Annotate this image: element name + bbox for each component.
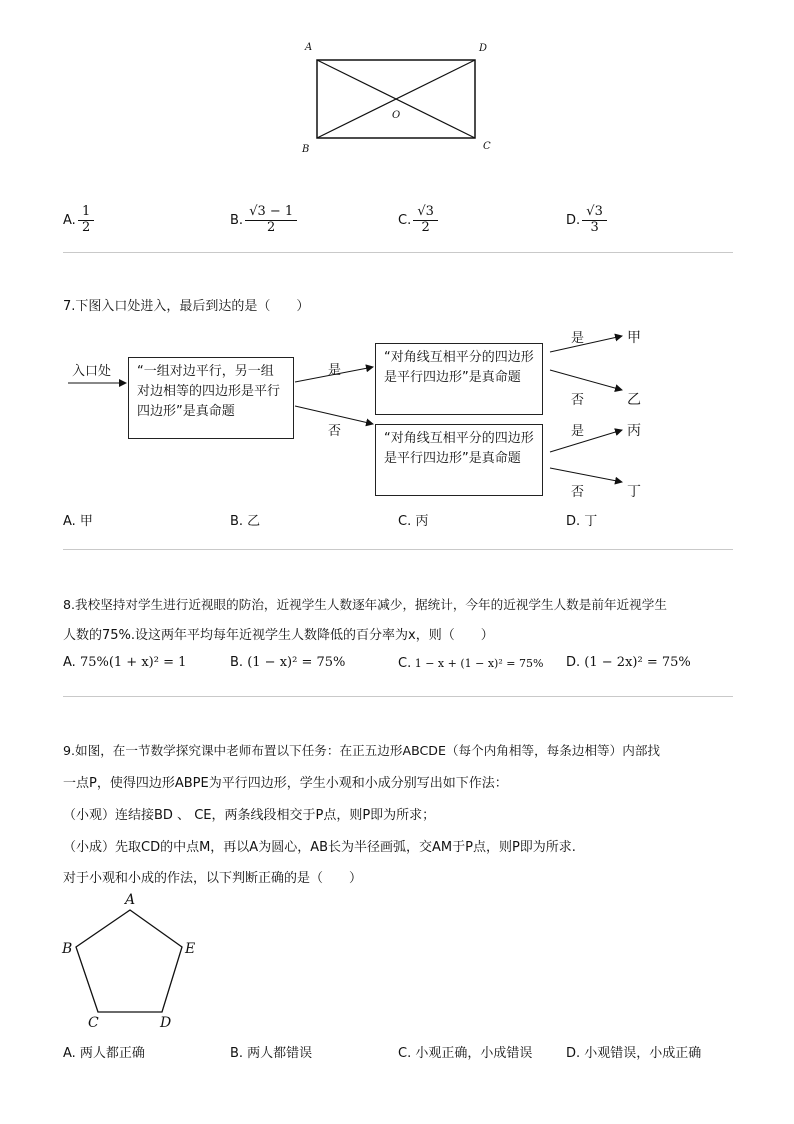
q7-stem: 7.下图入口处进入，最后到达的是（ ）: [63, 299, 310, 314]
arrow-to-ding: [550, 468, 622, 482]
arrow-to-bing: [550, 430, 622, 452]
vertex-label-b: B: [62, 941, 73, 957]
option-letter: B.: [230, 655, 244, 670]
q6-option-d[interactable]: [566, 205, 605, 236]
divider: [63, 696, 733, 697]
no-label-3: 否: [571, 485, 585, 500]
flow-box-1: “一组对边平行，另一组对边相等的四边形是平行四边形”是真命题: [128, 357, 294, 439]
q8-option-b[interactable]: [230, 655, 345, 670]
option-letter: A.: [63, 212, 76, 228]
fraction: [247, 205, 295, 236]
fraction: [584, 205, 605, 236]
outcome-bing: 丙: [627, 423, 641, 439]
pentagon-abcde: [76, 910, 182, 1012]
q8-option-c[interactable]: [398, 656, 543, 671]
fraction-denominator: 2: [413, 220, 438, 236]
no-label-2: 否: [571, 393, 585, 408]
vertex-label-a: A: [305, 42, 313, 53]
vertex-label-b: B: [302, 144, 310, 155]
option-letter: B.: [230, 212, 244, 228]
pentagon-figure: [60, 890, 210, 1040]
q8-stem-line-2: 人数的75%.设这两年平均每年近视学生人数降低的百分率为x，则（ ）: [63, 628, 494, 643]
option-letter: C.: [398, 656, 412, 671]
flow-box-2: “对角线互相平分的四边形是平行四边形”是真命题: [375, 343, 543, 415]
fraction-numerator: √3: [417, 204, 434, 219]
option-letter: D.: [566, 212, 581, 228]
fraction: [80, 205, 92, 236]
q9-option-c[interactable]: C. 小观正确，小成错误: [398, 1046, 533, 1061]
entry-label: 入口处: [72, 364, 112, 379]
q9-option-b[interactable]: B. 两人都错误: [230, 1046, 313, 1061]
outcome-ding: 丁: [627, 484, 641, 500]
q6-option-c[interactable]: [398, 205, 436, 236]
fraction-denominator: 2: [245, 220, 297, 236]
q6-option-b[interactable]: [230, 205, 295, 236]
divider: [63, 549, 733, 550]
q9-stem-line-1: 9.如图，在一节数学探究课中老师布置以下任务：在正五边形ABCDE（每个内角相等，每条边相等）内部找: [63, 743, 661, 758]
vertex-label-c: C: [88, 1015, 99, 1031]
option-equation: 75%(1 + x)² = 1: [79, 655, 187, 670]
option-equation: 1 − x + (1 − x)² = 75%: [414, 657, 544, 670]
option-letter: A.: [63, 655, 76, 670]
fraction: [415, 205, 436, 236]
vertex-label-a: A: [125, 892, 136, 908]
fraction-numerator: √3: [586, 204, 603, 219]
q9-stem-line-3: （小观）连结接BD 、 CE，两条线段相交于P点，则P即为所求；: [63, 808, 436, 823]
vertex-label-e: E: [185, 941, 196, 957]
rectangle-figure: [300, 40, 500, 160]
divider: [63, 252, 733, 253]
arrow-to-yi: [550, 370, 622, 390]
arrow-to-jia: [550, 336, 622, 352]
fraction-denominator: 2: [78, 220, 94, 236]
option-letter: D.: [566, 655, 581, 670]
fraction-numerator: √3 − 1: [249, 204, 294, 219]
q7-option-b[interactable]: B. 乙: [230, 514, 261, 529]
option-equation: (1 − x)² = 75%: [247, 655, 346, 670]
q7-option-d[interactable]: D. 丁: [566, 514, 598, 529]
vertex-label-d: D: [479, 43, 488, 54]
outcome-yi: 乙: [627, 392, 641, 408]
q9-stem-line-5: 对于小观和小成的作法，以下判断正确的是（ ）: [63, 871, 363, 886]
vertex-label-d: D: [160, 1015, 172, 1031]
q9-option-a[interactable]: A. 两人都正确: [63, 1046, 145, 1061]
yes-label-1: 是: [328, 363, 342, 378]
q7-option-a[interactable]: A. 甲: [63, 514, 93, 529]
q7-option-c[interactable]: C. 丙: [398, 514, 429, 529]
q8-stem-line-1: 8.我校坚持对学生进行近视眼的防治，近视学生人数逐年减少，据统计，今年的近视学生人数是前年近视学生: [63, 597, 667, 612]
flow-box-3: “对角线互相平分的四边形是平行四边形”是真命题: [375, 424, 543, 496]
yes-label-2: 是: [571, 331, 585, 346]
option-letter: C.: [398, 212, 412, 228]
option-equation: (1 − 2x)² = 75%: [584, 655, 691, 670]
fraction-denominator: 3: [582, 220, 607, 236]
vertex-label-c: C: [483, 141, 491, 152]
outcome-jia: 甲: [627, 330, 641, 346]
center-label-o: O: [392, 110, 401, 121]
q9-option-d[interactable]: D. 小观错误，小成正确: [566, 1046, 702, 1061]
q6-option-a[interactable]: [63, 205, 92, 236]
fraction-numerator: 1: [81, 204, 91, 219]
q9-stem-line-2: 一点P，使得四边形ABPE为平行四边形，学生小观和小成分别写出如下作法：: [63, 776, 508, 791]
yes-label-3: 是: [571, 424, 585, 439]
q9-stem-line-4: （小成）先取CD的中点M，再以A为圆心，AB长为半径画弧，交AM于P点，则P即为所求.: [63, 840, 576, 855]
q8-option-a[interactable]: [63, 655, 186, 670]
q8-option-d[interactable]: [566, 655, 691, 670]
no-label-1: 否: [328, 424, 342, 439]
